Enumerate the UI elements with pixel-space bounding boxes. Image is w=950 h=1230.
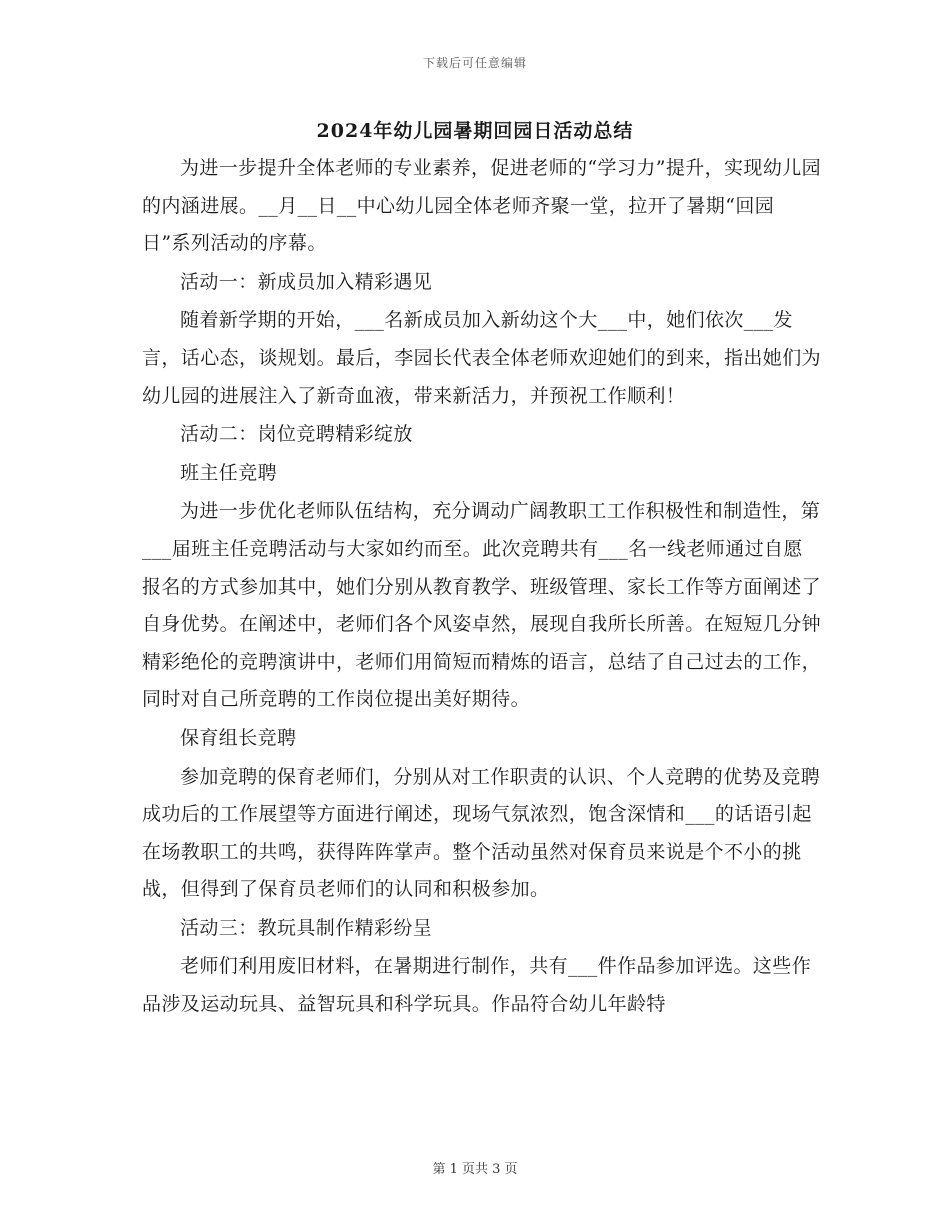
section-heading-activity-3: 活动三：教玩具制作精彩纷呈 — [180, 916, 433, 939]
subheading-care-leader: 保育组长竞聘 — [180, 726, 297, 749]
care-leader-paragraph: 参加竞聘的保育老师们，分别从对工作职责的认识、个人竞聘的优势及竞聘成功后的工作展望等方面进行阐述，现场气氛浓烈，饱含深情和___的话语引起在场教职工的共鸣，获得阵阵掌声。整个活动虽然对保育员来说是个不小的挑战，但得到了保育员老师们的认同和积极参加。 — [142, 765, 821, 901]
header-note: 下载后可任意编辑 — [422, 56, 527, 70]
subheading-class-teacher: 班主任竞聘 — [180, 461, 278, 484]
section-heading-activity-1: 活动一：新成员加入精彩遇见 — [180, 270, 433, 293]
intro-paragraph: 为进一步提升全体老师的专业素养，促进老师的“学习力”提升，实现幼儿园的内涵进展。__月__日__中心幼儿园全体老师齐聚一堂，拉开了暑期“回园日”系列活动的序幕。 — [142, 157, 822, 255]
document-body — [142, 150, 822, 1025]
page-footer: 第 1 页共 3 页 — [432, 1162, 518, 1177]
document-title: 2024年幼儿园暑期回园日活动总结 — [316, 120, 634, 142]
section-heading-activity-2: 活动二：岗位竞聘精彩绽放 — [180, 423, 413, 446]
activity-3-paragraph: 老师们利用废旧材料，在暑期进行制作，共有___件作品参加评选。这些作品涉及运动玩具、益智玩具和科学玩具。作品符合幼儿年龄特 — [142, 955, 812, 1016]
class-teacher-paragraph: 为进一步优化老师队伍结构，充分调动广阔教职工工作积极性和制造性，第___届班主任竞聘活动与大家如约而至。此次竞聘共有___名一线老师通过自愿报名的方式参加其中，她们分别从教育教学、班级管理、家长工作等方面阐述了自身优势。在阐述中，老师们各个风姿卓然，展现自我所长所善。在短短几分钟精彩绝伦的竞聘演讲中，老师们用简短而精炼的语言，总结了自己过去的工作，同时对自己所竞聘的工作岗位提出美好期待。 — [142, 500, 822, 711]
activity-1-paragraph: 随着新学期的开始，___名新成员加入新幼这个大___中，她们依次___发言，话心态，谈规划。最后，李园长代表全体老师欢迎她们的到来，指出她们为幼儿园的进展注入了新奇血液，带来新活力，并预祝工作顺利！ — [142, 309, 822, 407]
